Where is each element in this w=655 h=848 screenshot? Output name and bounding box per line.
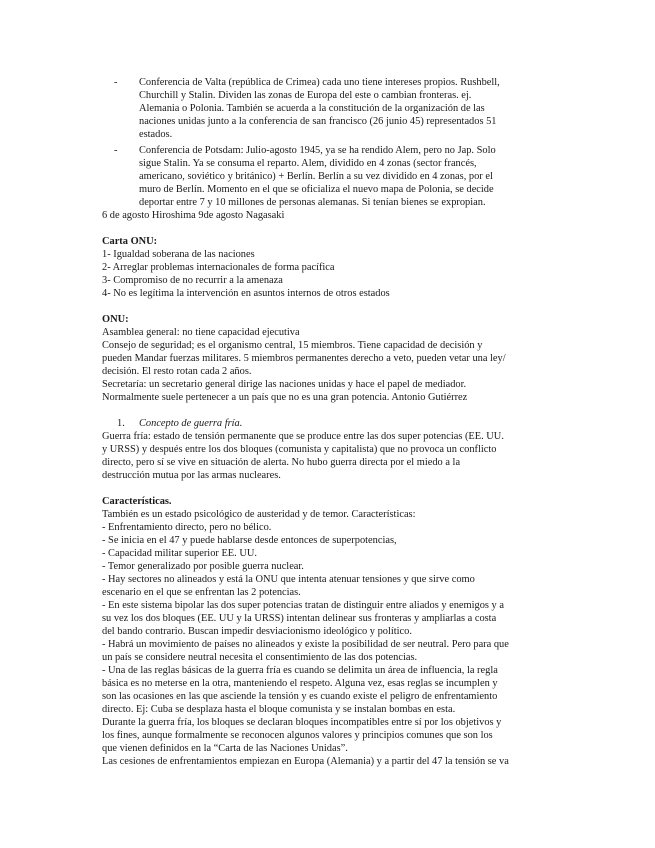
conference-item-potsdam <box>102 144 555 209</box>
text-line: muro de Berlín. Momento en el que se oficializa el nuevo mapa de Polonia, se decide <box>139 184 494 195</box>
carta-item: 1- Igualdad soberana de las naciones <box>102 249 255 260</box>
text-line: estados. <box>139 129 173 140</box>
section-number: 1. <box>117 418 125 429</box>
text-line: Asamblea general: no tiene capacidad ejecutiva <box>102 327 300 338</box>
dash-bullet: - <box>114 145 118 156</box>
text-line: decisión. El resto rotan cada 2 años. <box>102 366 252 377</box>
dash-bullet: - <box>114 77 118 88</box>
hiroshima-line: 6 de agosto Hiroshima 9de agosto Nagasaki <box>102 210 285 221</box>
text-line: Las cesiones de enfrentamientos empiezan en Europa (Alemania) y a partir del 47 la tensión se va <box>102 756 509 767</box>
text-line: sigue Stalin. Ya se consuma el reparto. Alem, dividido en 4 zonas (sector francés, <box>139 158 477 169</box>
text-line: americano, soviético y británico) + Berlín. Berlín a su vez dividido en 4 zonas, por el <box>139 171 493 182</box>
text-line: escenario en el que se enfrentan las 2 potencias. <box>102 587 301 598</box>
text-line: Alemania o Polonia. También se acuerda a la constitución de la organización de las <box>139 103 485 114</box>
text-line: del bando contrario. Buscan impedir desviacionismo ideológico y político. <box>102 626 412 637</box>
text-line: que vienen definidos en la “Carta de las Naciones Unidas”. <box>102 743 348 754</box>
text-line: naciones unidas junto a la conferencia de san francisco (26 junio 45) representados 51 <box>139 116 497 127</box>
text-line: básica es no meterse en la otra, manteniendo el respeto. Alguna vez, esas reglas se incumplen y <box>102 678 498 689</box>
text-line: - Hay sectores no alineados y está la ONU que intenta atenuar tensiones y que sirve como <box>102 574 475 585</box>
carta-item: 2- Arreglar problemas internacionales de forma pacífica <box>102 262 335 273</box>
text-line: deportar entre 7 y 10 millones de personas alemanas. Si tenían bienes se expropian. <box>139 197 486 208</box>
text-line: Conferencia de Valta (república de Crimea) cada uno tiene intereses propios. Rushbell, <box>139 77 500 88</box>
caracteristicas-heading: Características. <box>102 496 172 507</box>
carta-item: 4- No es legítima la intervención en asuntos internos de otros estados <box>102 288 390 299</box>
conference-item-valta <box>102 76 555 141</box>
text-line: destrucción mutua por las armas nucleares. <box>102 470 281 481</box>
text-line: Conferencia de Potsdam: Julio-agosto 1945, ya se ha rendido Alem, pero no Jap. Solo <box>139 145 496 156</box>
section-title: Concepto de guerra fría. <box>139 418 243 429</box>
text-line: Secretaría: un secretario general dirige las naciones unidas y hace el papel de mediador. <box>102 379 467 390</box>
text-line: los fines, aunque formalmente se reconocen algunos valores y principios comunes que son los <box>102 730 493 741</box>
text-line: - Capacidad militar superior EE. UU. <box>102 548 257 559</box>
text-line: su vez los dos bloques (EE. UU y la URSS) intentan delinear sus fronteras y ampliarlas a costa <box>102 613 497 624</box>
text-line: - Una de las reglas básicas de la guerra fría es cuando se delimita un área de influencia, la regla <box>102 665 498 676</box>
text-line: pueden Mandar fuerzas militares. 5 miembros permanentes derecho a veto, pueden vetar una ley/ <box>102 353 506 364</box>
carta-onu-heading: Carta ONU: <box>102 236 158 247</box>
text-line: Durante la guerra fría, los bloques se declaran bloques incompatibles entre sí por los objetivos y <box>102 717 502 728</box>
text-line: - Temor generalizado por posible guerra nuclear. <box>102 561 304 572</box>
text-line: Normalmente suele pertenecer a un país que no es una gran potencia. Antonio Gutiérrez <box>102 392 468 403</box>
text-line: Consejo de seguridad; es el organismo central, 15 miembros. Tiene capacidad de decisión y <box>102 340 483 351</box>
text-line: un país se considere neutral necesita el consentimiento de las dos potencias. <box>102 652 418 663</box>
section-heading-guerra-fria <box>102 417 555 430</box>
text-line: directo. Ej: Cuba se desplaza hasta el bloque comunista y se instalan bombas en esta. <box>102 704 456 715</box>
text-line: - Enfrentamiento directo, pero no bélico. <box>102 522 272 533</box>
text-line: Churchill y Stalin. Dividen las zonas de Europa del este o cambian fronteras. ej. <box>139 90 472 101</box>
text-line: - En este sistema bipolar las dos super potencias tratan de distinguir entre aliados y enemigos y a <box>102 600 504 611</box>
text-line: También es un estado psicológico de austeridad y de temor. Características: <box>102 509 416 520</box>
text-line: directo, pero sí se vive en situación de alerta. No hubo guerra directa por el miedo a la <box>102 457 461 468</box>
text-line: y URSS) y después entre los dos bloques (comunista y capitalista) que no provoca un conflicto <box>102 444 497 455</box>
text-line: son las ocasiones en las que asciende la tensión y es cuando existe el peligro de enfrentamiento <box>102 691 498 702</box>
document-page <box>102 76 555 768</box>
text-line: - Habrá un movimiento de países no alineados y existe la posibilidad de ser neutral. Pero para que <box>102 639 509 650</box>
text-line: - Se inicia en el 47 y puede hablarse desde entonces de superpotencias, <box>102 535 397 546</box>
carta-item: 3- Compromiso de no recurrir a la amenaza <box>102 275 283 286</box>
text-line: Guerra fría: estado de tensión permanente que se produce entre las dos super potencias (EE. UU. <box>102 431 504 442</box>
onu-heading: ONU: <box>102 314 129 325</box>
